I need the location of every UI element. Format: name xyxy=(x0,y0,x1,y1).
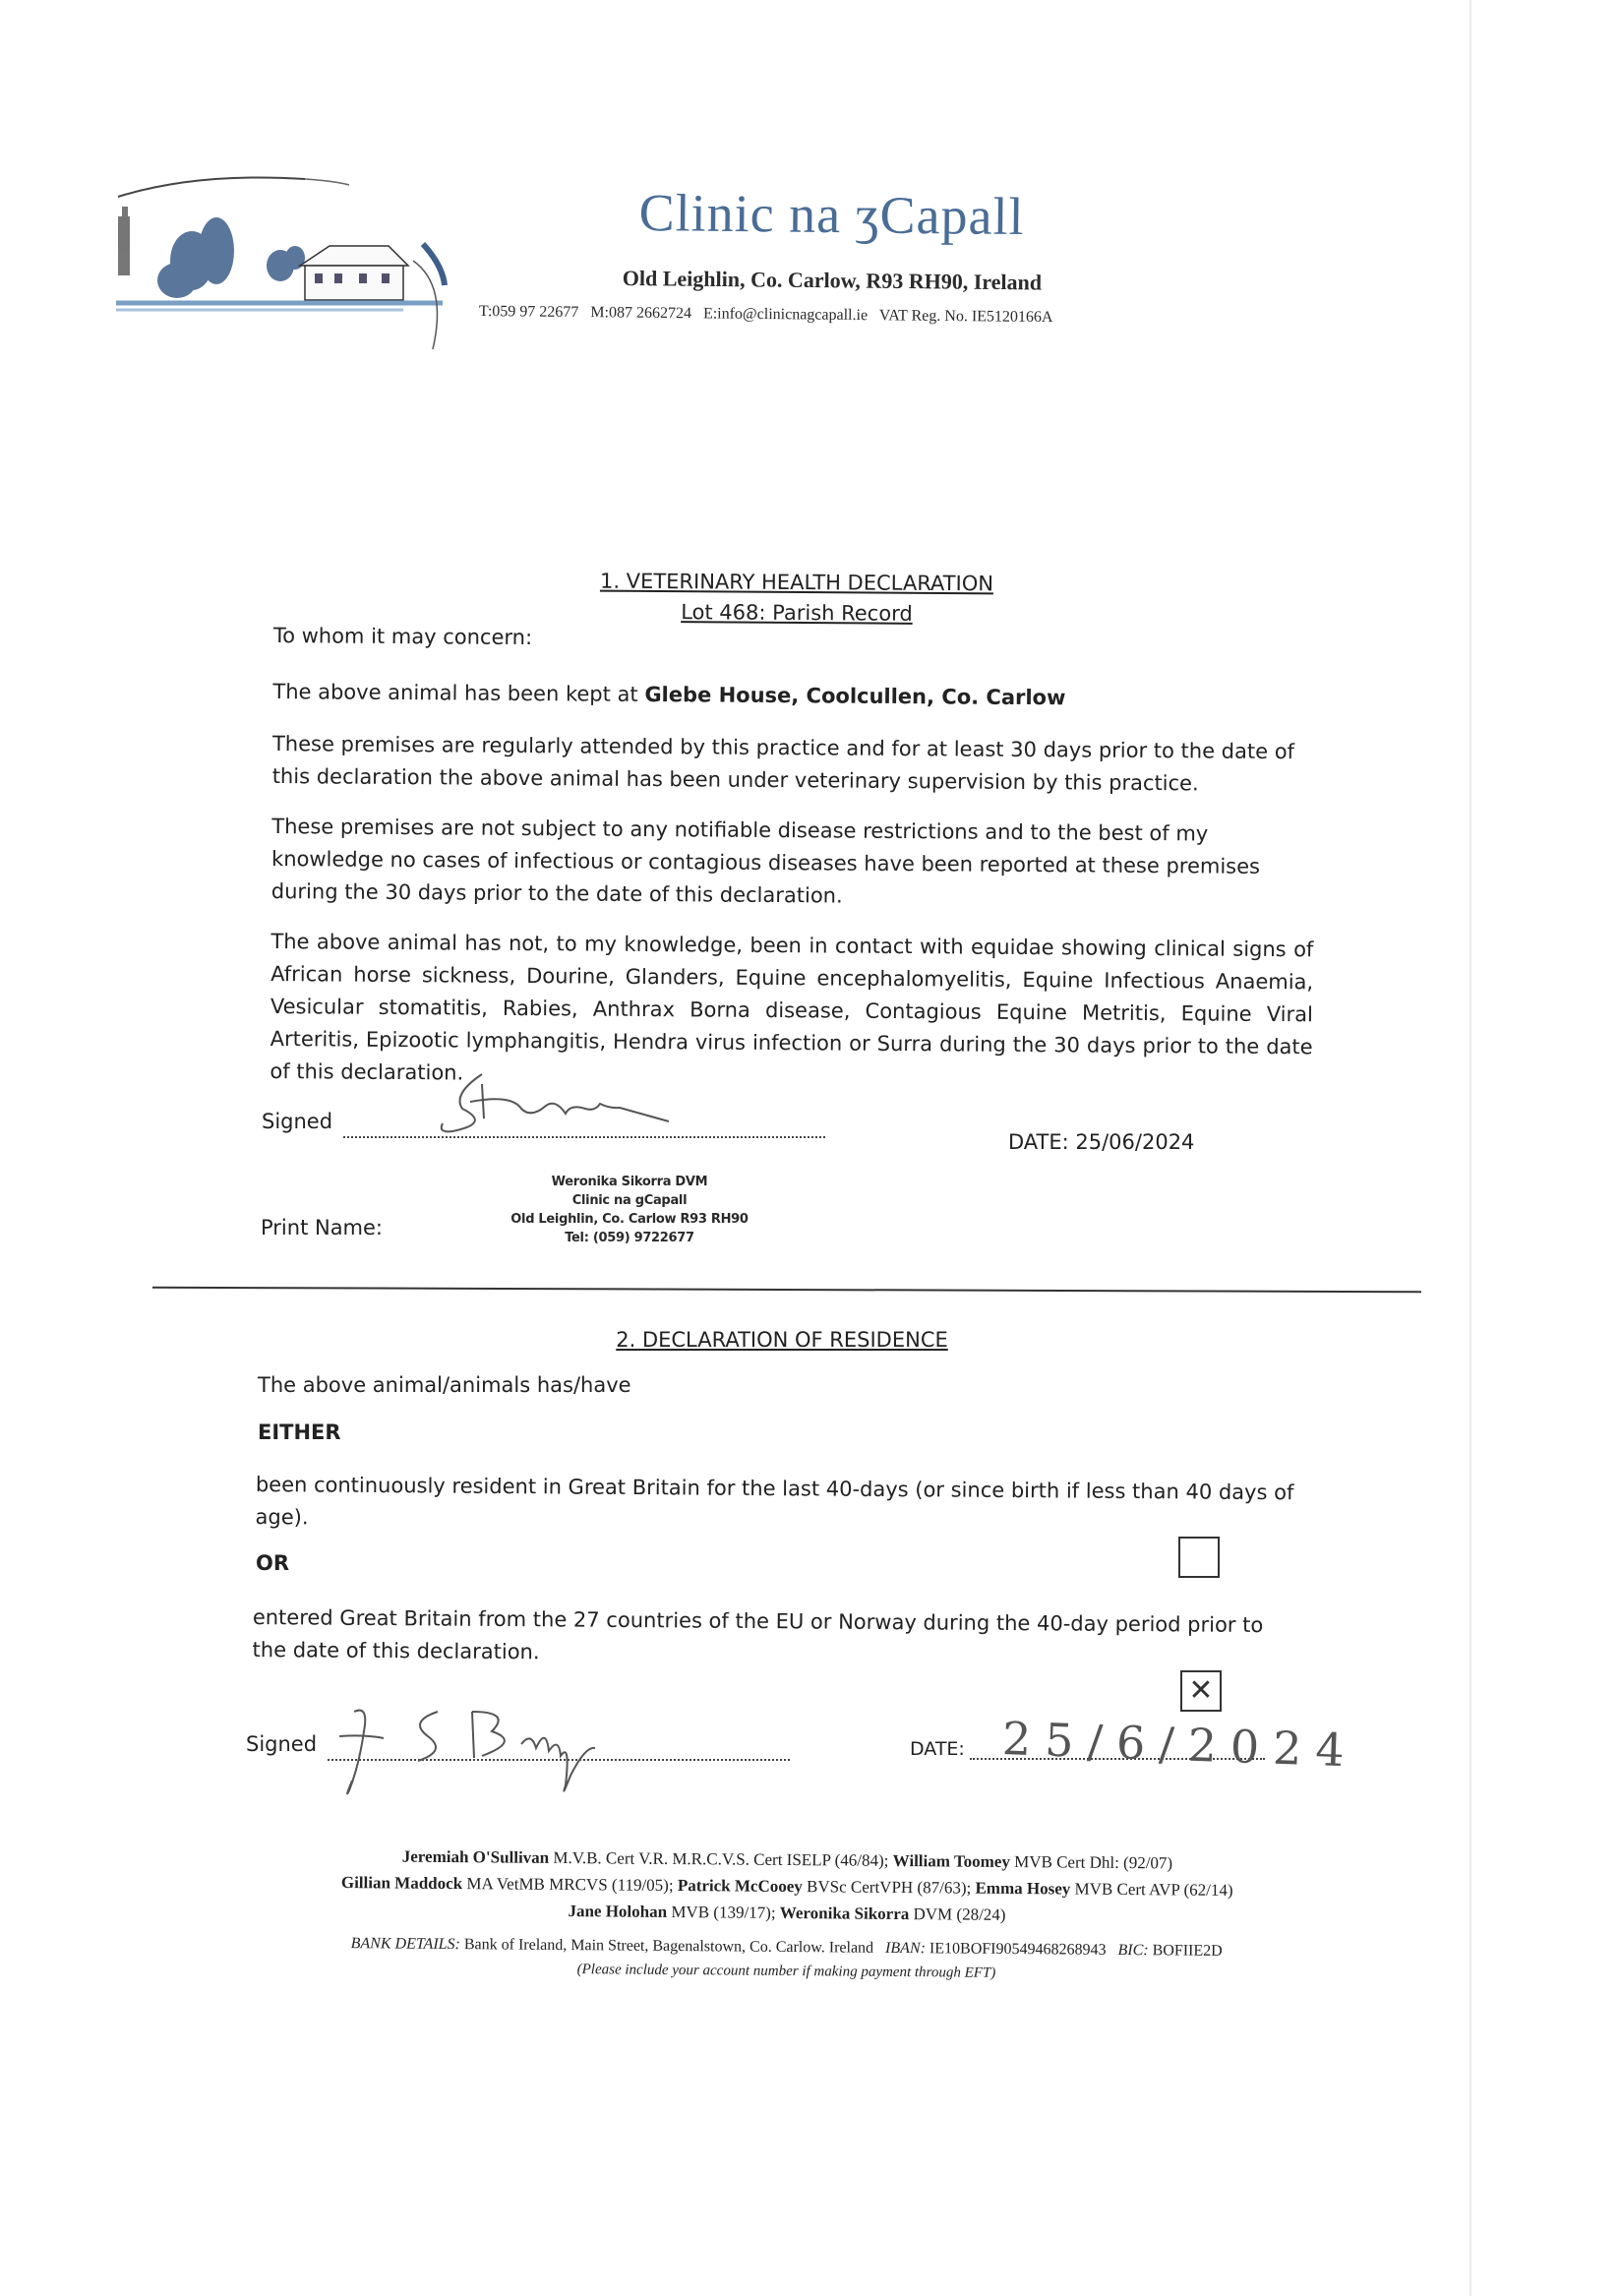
greeting: To whom it may concern: xyxy=(272,623,533,650)
vet-quals: MVB (139/17); xyxy=(667,1902,780,1922)
clinic-contact-line: T:059 97 22677 M:087 2662724 E:info@clinicnagcapall.ie VAT Reg. No. IE5120166A xyxy=(478,303,1053,327)
vet-name: Gillian Maddock xyxy=(340,1873,463,1894)
letterhead xyxy=(108,167,1249,364)
vet-quals: MA VetMB MRCVS (119/05); xyxy=(462,1874,678,1896)
handwritten-date: 25/6/2024 xyxy=(1001,1712,1359,1778)
clinic-name: Clinic na ʒCapall xyxy=(638,182,1025,247)
either-label: EITHER xyxy=(258,1420,341,1444)
vet-stamp-line1: Weronika Sikorra DVM xyxy=(551,1175,708,1189)
option2-checkbox[interactable]: ✕ xyxy=(1180,1670,1222,1712)
vet-stamp-line3: Old Leighlin, Co. Carlow R93 RH90 xyxy=(510,1212,749,1227)
paragraph-contact: The above animal has not, to my knowledge, been in contact with equidae showing clinical signs of African horse sickness, Dourine, Glanders, Equine encephalomyelitis, Equine Infectious Anaemia, Vesicular stomatitis, Rabies, Anthrax Borna disease, Contagious Equine Metritis, Equine Viral Arteritis, Epizootic lymphangitis, Hendra virus infection or Surra during the 30 days prior to the date of this declaration. xyxy=(270,929,1314,1085)
farmhouse-logo-icon xyxy=(108,167,452,364)
vet-stamp xyxy=(497,1173,762,1247)
section2-signed-label: Signed xyxy=(246,1732,318,1756)
section2-date-label: DATE: xyxy=(910,1738,965,1760)
residence-option1: been continuously resident in Great Britain for the last 40-days (or since birth if less than 40 days of age). xyxy=(255,1472,1294,1530)
residence-option2: entered Great Britain from the 27 countries of the EU or Norway during the 40-day period prior to the date of this declaration. xyxy=(252,1604,1264,1664)
section1-subtitle: Lot 468: Parish Record xyxy=(681,600,913,626)
or-label: OR xyxy=(256,1551,290,1575)
print-name-label: Print Name: xyxy=(261,1216,384,1239)
owner-signature-image xyxy=(325,1697,659,1805)
vet-name: Weronika Sikorra xyxy=(779,1903,910,1924)
payment-note: (Please include your account number if making payment through EFT) xyxy=(576,1962,996,1981)
vet-name: William Toomey xyxy=(892,1850,1010,1871)
kept-at-line xyxy=(272,676,1315,716)
bank-text: Bank of Ireland, Main Street, Bagenalstown, Co. Carlow. Ireland xyxy=(459,1936,874,1957)
vet-quals: M.V.B. Cert V.R. M.R.C.V.S. Cert ISELP (46/84); xyxy=(549,1847,893,1870)
bank-label: BANK DETAILS: xyxy=(350,1935,460,1954)
section2-title: 2. DECLARATION OF RESIDENCE xyxy=(616,1328,948,1352)
section1-date: DATE: 25/06/2024 xyxy=(1008,1130,1195,1154)
vet-stamp-line4: Tel: (059) 9722677 xyxy=(565,1231,694,1245)
clinic-address: Old Leighlin, Co. Carlow, R93 RH90, Ireland xyxy=(622,266,1043,295)
vet-name: Emma Hosey xyxy=(975,1878,1071,1899)
section1-signed-label: Signed xyxy=(262,1110,333,1133)
bic-value: BOFIIE2D xyxy=(1148,1942,1223,1960)
scan-edge xyxy=(1469,0,1471,2296)
vet-quals: MVB Cert AVP (62/14) xyxy=(1070,1879,1233,1900)
paragraph-supervision: These premises are regularly attended by this practice and for at least 30 days prior to the date of this declaration the above animal has been under veterinary supervision by this practice. xyxy=(271,731,1295,796)
vet-name: Jane Holohan xyxy=(568,1902,668,1921)
vet-name: Jeremiah O'Sullivan xyxy=(401,1846,550,1867)
vet-signature-image xyxy=(423,1064,679,1143)
footer-vet-list xyxy=(147,1841,1426,1987)
vet-quals: MVB Cert Dhl: (92/07) xyxy=(1009,1851,1173,1873)
section1-title: 1. VETERINARY HEALTH DECLARATION xyxy=(599,569,994,596)
paragraph-restrictions: These premises are not subject to any notifiable disease restrictions and to the best of my knowledge no cases of infectious or contagious diseases have been reported at these premises during the 30 days prior to the date of this declaration. xyxy=(270,814,1261,908)
vet-quals: BVSc CertVPH (87/63); xyxy=(802,1877,976,1898)
option1-checkbox[interactable] xyxy=(1178,1537,1220,1578)
section-divider xyxy=(152,1287,1421,1294)
kept-at-prefix: The above animal has been kept at xyxy=(272,679,645,706)
section1-body xyxy=(270,620,1316,1096)
residence-intro: The above animal/animals has/have xyxy=(258,1373,631,1397)
kept-at-location: Glebe House, Coolcullen, Co. Carlow xyxy=(644,682,1066,710)
iban-label: IBAN: xyxy=(885,1939,927,1958)
iban-value: IE10BOFI90549468268943 xyxy=(925,1940,1107,1959)
vet-stamp-line2: Clinic na gCapall xyxy=(571,1193,688,1208)
bic-label: BIC: xyxy=(1117,1941,1149,1960)
vet-name: Patrick McCooey xyxy=(677,1876,803,1897)
vet-quals: DVM (28/24) xyxy=(909,1904,1006,1924)
